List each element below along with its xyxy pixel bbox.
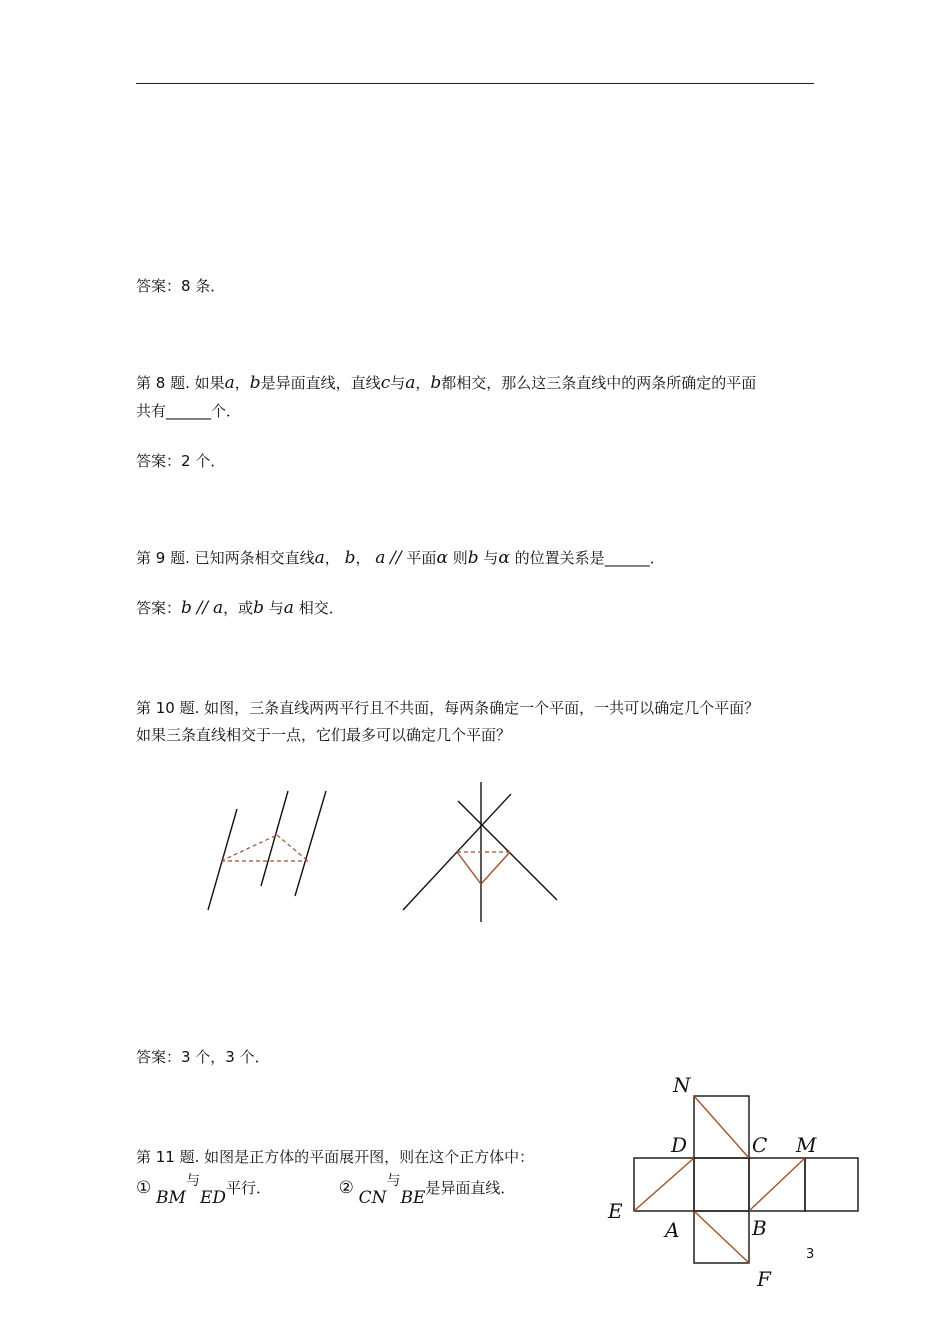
- q9-text2: 则: [452, 549, 468, 567]
- diagonal-ND: [694, 1096, 749, 1158]
- q9-end: ．: [649, 549, 665, 567]
- q9-text3: 与: [483, 549, 499, 567]
- q10-question-line1: 第 10 题. 如图，三条直线两两平行且不共面，每两条确定一个平面，一共可以确定几个平面？: [136, 699, 760, 717]
- parallel-line-1: [208, 809, 237, 910]
- q9-ans-a2: a: [283, 598, 294, 618]
- q8-sep2: ，: [415, 374, 431, 392]
- label-M: M: [796, 1133, 817, 1157]
- q8-text3: 都相交，那么这三条直线中的两条所确定的平面: [441, 374, 757, 392]
- q11-s2-b: BE: [400, 1188, 426, 1208]
- q7-answer: 答案：8 条．: [136, 277, 226, 295]
- q8-var-b: b: [249, 373, 261, 393]
- q11-s2-with: 与: [386, 1173, 401, 1189]
- q8-line2-suffix: 个．: [211, 402, 242, 420]
- label-E: E: [608, 1199, 623, 1223]
- q9-ans-b: b: [181, 598, 192, 618]
- q8-line2-prefix: 共有: [136, 402, 167, 420]
- q9-sep2: ，: [355, 549, 371, 567]
- q9-text1: 平面: [406, 549, 437, 567]
- net-square-right2: [805, 1158, 858, 1211]
- q9-parallel: //: [390, 548, 402, 568]
- header-rule: [136, 83, 814, 84]
- q8-question-line2: [136, 401, 241, 421]
- diagonal-AF: [694, 1211, 749, 1263]
- q9-ans-text1: ，或: [223, 599, 254, 617]
- q11-s1-text: 平行．: [225, 1179, 271, 1197]
- parallel-line-2: [261, 791, 288, 886]
- q9-prefix: 第 9 题. 已知两条相交直线: [136, 549, 315, 567]
- q9-var-a: a: [314, 548, 325, 568]
- q9-question: [136, 548, 665, 568]
- q8-blank: ______: [166, 402, 212, 420]
- q9-text4: 的位置关系是: [514, 549, 605, 567]
- q11-s2-text: 是异面直线．: [425, 1179, 516, 1197]
- q11-statements: [136, 1173, 516, 1208]
- q11-s1-with: 与: [185, 1173, 200, 1189]
- q11-s1-b: ED: [199, 1188, 226, 1208]
- q11-s2-a: CN: [358, 1188, 387, 1208]
- q9-ans-text3: 相交．: [298, 599, 344, 617]
- q9-ans-a: a: [212, 598, 224, 618]
- q8-sep1: ，: [234, 374, 250, 392]
- label-N: N: [673, 1073, 691, 1097]
- diagonal-ED: [634, 1158, 694, 1211]
- label-A: A: [665, 1218, 680, 1242]
- parallel-line-3: [295, 791, 326, 896]
- q9-var-b2: b: [467, 548, 479, 568]
- label-D: D: [671, 1133, 688, 1157]
- concurrent-line-right: [458, 801, 557, 900]
- q9-blank: ______: [604, 549, 650, 567]
- q8-prefix: 第 8 题. 如果: [136, 374, 225, 392]
- q9-alpha2: α: [498, 548, 510, 568]
- cube-net-figure: [600, 1065, 870, 1295]
- q9-var-b: b: [344, 548, 356, 568]
- q11-s1-a: BM: [156, 1188, 186, 1208]
- solid-right-segment: [481, 852, 510, 884]
- parallel-lines-figure: [208, 791, 326, 910]
- q11-s2-num: ②: [338, 1178, 354, 1198]
- q11-question: 第 11 题. 如图是正方体的平面展开图，则在这个正方体中：: [136, 1148, 535, 1166]
- q10-answer: 答案：3 个，3 个．: [136, 1048, 270, 1066]
- q8-text2: 与: [390, 374, 406, 392]
- q8-question-line1: [136, 373, 756, 393]
- concurrent-lines-figure: [403, 782, 557, 922]
- q8-var-c: c: [380, 373, 391, 393]
- label-C: C: [752, 1133, 768, 1157]
- page-number: 3: [806, 1247, 815, 1262]
- q10-question-line2: 如果三条直线相交于一点，它们最多可以确定几个平面？: [136, 726, 512, 744]
- q9-ans-text2: 与: [268, 599, 284, 617]
- q9-sep1: ，: [324, 549, 340, 567]
- q8-var-b2: b: [430, 373, 442, 393]
- label-B: B: [752, 1216, 767, 1240]
- q8-var-a: a: [224, 373, 235, 393]
- q9-answer: [136, 598, 344, 618]
- q8-var-a2: a: [405, 373, 416, 393]
- dashed-segment-2: [277, 835, 308, 861]
- q9-ans-parallel: //: [196, 598, 209, 618]
- solid-left-segment: [457, 852, 481, 884]
- q8-text1: 是异面直线，直线: [260, 374, 381, 392]
- diagonal-BM: [749, 1158, 805, 1211]
- net-square-center: [694, 1158, 749, 1211]
- q9-alpha: α: [436, 548, 448, 568]
- label-F: F: [757, 1267, 771, 1291]
- q8-answer: 答案：2 个．: [136, 452, 226, 470]
- q9-var-a2: a: [375, 548, 386, 568]
- q9-ans-b2: b: [253, 598, 264, 618]
- q11-s1-num: ①: [136, 1178, 152, 1198]
- q9-answer-prefix: 答案：: [136, 599, 182, 617]
- q10-figures: [190, 775, 580, 935]
